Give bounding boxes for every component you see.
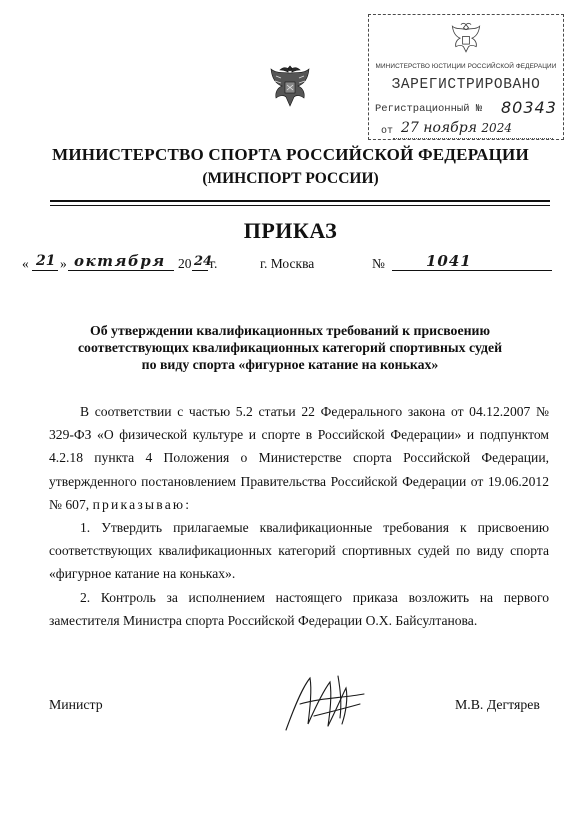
order-body xyxy=(49,400,549,632)
body-paragraph-1: В соответствии с частью 5.2 статьи 22 Федерального закона от 04.12.2007 № 329-ФЗ «О физической культуре и спорте в Российской Федерации» и подпунктом 4.2.18 пункта 4 Положения о Министерстве спорта Российской Федерации, утвержденного постановлением Правительства Российской Федерации от 19.06.2012 № 607, приказываю: xyxy=(49,404,549,512)
number-underline xyxy=(392,270,552,271)
body-paragraph-2: 1. Утвердить прилагаемые квалификационные требования к присвоению соответствующих квалификационных категорий спортивных судей по виду спорта «фигурное катание на коньках». xyxy=(49,520,549,582)
order-day: 21 xyxy=(36,253,56,269)
subject-line: по виду спорта «фигурное катание на коньках» xyxy=(141,357,439,372)
stamp-date-underline xyxy=(393,138,553,139)
month-underline xyxy=(68,270,174,271)
subject-line: Об утверждении квалификационных требований к присвоению xyxy=(89,323,491,338)
order-subject xyxy=(40,322,540,373)
day-underline xyxy=(32,270,58,271)
handwritten-signature xyxy=(280,668,368,738)
registration-stamp xyxy=(368,14,564,140)
order-city: г. Москва xyxy=(260,256,315,271)
order-number-sign: № xyxy=(372,256,385,271)
order-month: октября xyxy=(74,252,166,270)
coat-of-arms-icon xyxy=(268,64,312,112)
stamp-reg-number: 80343 xyxy=(501,98,557,117)
ministry-name: МИНИСТЕРСТВО СПОРТА РОССИЙСКОЙ ФЕДЕРАЦИИ xyxy=(52,145,529,164)
header-rule-thick xyxy=(50,200,550,202)
subject-line: соответствующих квалификационных категорий спортивных судей xyxy=(77,340,503,355)
order-year-prefix: 20 xyxy=(178,256,192,271)
ministry-short-name: (МИНСПОРТ РОССИИ) xyxy=(202,170,379,187)
stamp-date-handwritten: 27 ноября 2024 xyxy=(401,120,512,136)
stamp-reg-number-line xyxy=(375,98,561,121)
year-underline xyxy=(192,270,208,271)
signatory-name: М.В. Дегтярев xyxy=(455,697,540,712)
order-verb: приказываю: xyxy=(92,496,192,512)
stamp-date-prefix: от xyxy=(381,126,394,137)
signatory-title: Министр xyxy=(49,697,103,712)
document-type-title: ПРИКАЗ xyxy=(243,218,338,243)
header-rule-thin xyxy=(50,205,550,206)
order-year-suffix: 24 xyxy=(194,254,213,269)
date-quote-close: » xyxy=(60,256,67,271)
order-date-row xyxy=(22,252,562,276)
stamp-ministry-text: МИНИСТЕРСТВО ЮСТИЦИИ РОССИЙСКОЙ ФЕДЕРАЦИИ xyxy=(375,63,557,70)
body-paragraph-3: 2. Контроль за исполнением настоящего приказа возложить на первого заместителя Министра спорта Российской Федерации О.Х. Байсултанова. xyxy=(49,589,549,628)
order-number: 1041 xyxy=(426,252,472,270)
order-year-abbrev: г. xyxy=(210,256,218,271)
date-quote-open: « xyxy=(22,256,29,271)
stamp-registered-text: ЗАРЕГИСТРИРОВАНО xyxy=(391,77,541,93)
stamp-coat-of-arms-icon xyxy=(449,21,483,57)
stamp-date-line xyxy=(381,120,567,142)
stamp-reg-number-label: Регистрационный № xyxy=(375,103,483,115)
